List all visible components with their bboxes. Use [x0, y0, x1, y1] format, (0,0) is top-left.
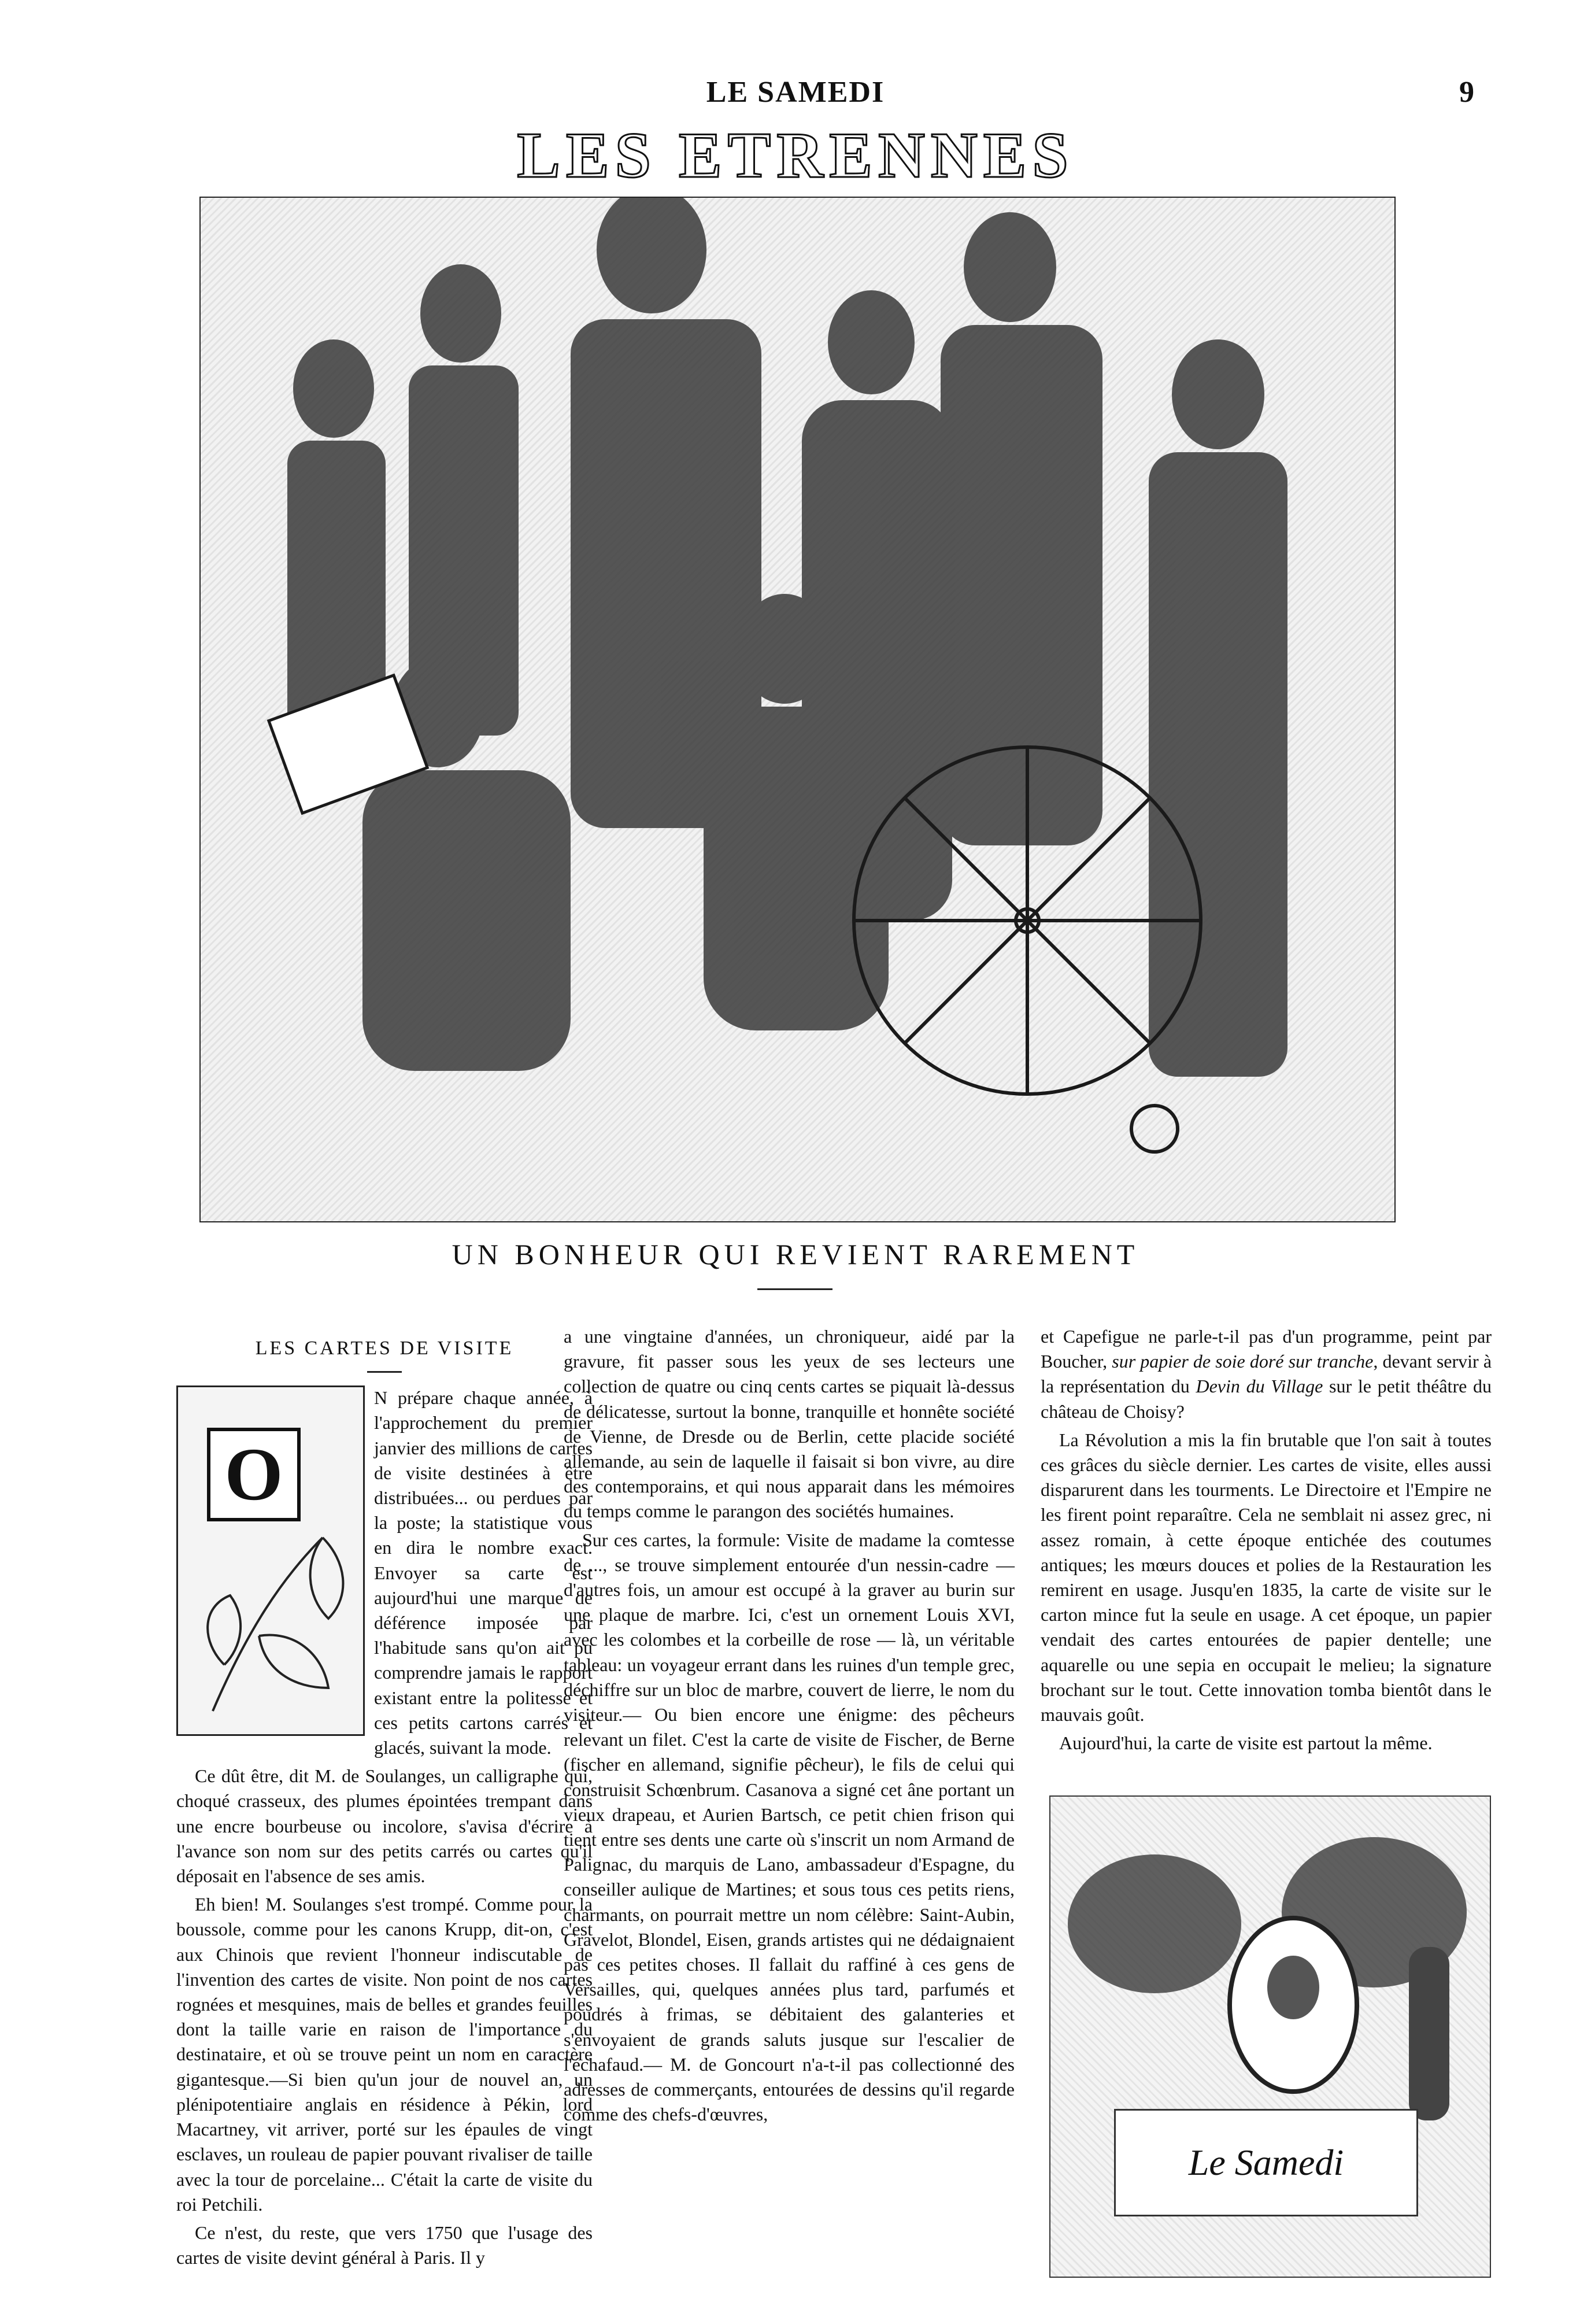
- drop-cap-ornament: [176, 1385, 365, 1736]
- section-title: LES CARTES DE VISITE: [255, 1337, 514, 1359]
- drop-cap-letter: O: [207, 1428, 301, 1521]
- paragraph: Sur ces cartes, la formule: Visite de madame la comtesse de ..., se trouve simplement entourée d'un nessin-cadre — d'autres fois, un amour est occupé à la graver au burin sur une plaque de marbre. Ici, c'est un ornement Louis XVI, avec les colombes et la corbeille de rose — là, un véritable tableau: un voyageur errant dans les ruines d'un temple grec, déchiffre sur un bloc de marbre, couvert de lierre, le nom du visiteur.— Ou bien encore une énigme: des pêcheurs relevant un filet. C'est la carte de visite de Fischer, de Berne (fischer en allemand, signifie pêcheur), le fils de celui qui construisit Schœnbrum. Casanova a signé cet âne portant un vieux drapeau, et Aurien Bartsch, ce petit chien frison qui tient entre ses dents une carte où s'inscrit un nom Armand de Palignac, du marquis de Lano, ambassadeur d'Espagne, du conseiller aulique de Martines; et sous tous ces petits riens, charmants, on pourrait mettre un nom célèbre: Saint-Aubin, Gravelot, Blondel, Eisen, grands artistes qui ne dédaignaient pas ces petites choses. Il fallait du raffiné à ces gens de Versailles, qui, quelques années plus tard, parfumés et poudrés à frimas, se débitaient des galanteries et s'envoyaient de grands saluts jusque sur l'escalier de l'échafaud.— M. de Goncourt n'a-t-il pas collectionné des adresses de commerçants, entourées de dessins qu'il regarde comme des chefs-d'œuvres,: [564, 1529, 1015, 2125]
- article-column-3: [1041, 1324, 1492, 1759]
- section-divider: [367, 1371, 402, 1373]
- family-scene-engraving: [201, 198, 1394, 1221]
- le-samedi-vignette: [1049, 1795, 1491, 2278]
- caption-divider: [757, 1288, 832, 1290]
- vignette-label: Le Samedi: [1114, 2109, 1418, 2216]
- paragraph: N prépare chaque année, à l'approchement du premier janvier des millions de cartes de visite destinées à être distribuées... ou perdues par la poste; la statistique vous en dira le nombre exact. Envoyer sa carte est aujourd'hui une marque de déférence imposée par l'habitude sans qu'on ait pu comprendre jamais le rapport existant entre la politesse et ces petits cartons carrés et glacés, suivant la mode.: [374, 1387, 593, 1758]
- page-number: 9: [1459, 76, 1474, 109]
- paragraph: La Révolution a mis la fin brutable que l'on sait à toutes ces grâces du siècle dernier. Les cartes de visite, elles aussi disparurent dans les tourments. Le Directoire et l'Empire ne les firent point reparaître. Cela ne semblait ni assez grec, ni assez romain, à cette époque entichée des coutumes antiques; les mœurs douces et polies de la Restauration les remirent en usage. Jusqu'en 1835, la carte de visite sur le carton mince fut la seule en usage. A cet époque, un papier vendait des cartes entourées de papier dentelle; une aquarelle ou une sepia en occupait le melieu; la signature brochant sur le tout. Cette innovation tomba bientôt dans le mauvais goût.: [1041, 1429, 1492, 1726]
- lily-flower-icon: [178, 1387, 363, 1734]
- article-column-1: [176, 1336, 593, 2274]
- masthead: LE SAMEDI: [706, 76, 885, 109]
- text-run: , devant servir à la représentation du: [1041, 1351, 1492, 1397]
- article-column-2: [564, 1324, 1015, 2131]
- italic-title: Devin du Village: [1196, 1376, 1323, 1397]
- paragraph: Eh bien! M. Soulanges s'est trompé. Comme pour la boussole, comme pour les canons Krupp, dit-on, c'est aux Chinois que revient l'honneur indiscutable de l'invention des cartes de visite. Non point de nos cartes rognées et mesquines, mais de belles et grandes feuilles dont la taille varie en raison de l'importance du destinataire, et où se trouve peint un nom en caractère gigantesque.—Si bien qu'un jour de nouvel an, un plénipotentiaire anglais en résidence à Pékin, lord Macartney, vit arriver, porté sur les épaules de vingt esclaves, un rouleau de papier pouvant rivaliser de taille avec la tour de porcelaine... C'était la carte de visite du roi Petchili.: [176, 1894, 593, 2215]
- paragraph: Aujourd'hui, la carte de visite est partout la même.: [1059, 1732, 1433, 1754]
- paragraph: [1041, 1324, 1492, 1424]
- text-run: sur le petit théâtre du château de Choisy?: [1041, 1376, 1492, 1422]
- engraving-illustration: [199, 197, 1396, 1222]
- paragraph: a une vingtaine d'années, un chroniqueur, aidé par la gravure, fit passer sous les yeux de ses lecteurs une collection de quatre ou cinq cents cartes se piquait là-dessus de délicatesse, surtout la bonne, tranquille et honnête société de Vienne, de Dresde ou de Berlin, cette placide société allemande, au sein de laquelle il faisait si bon vivre, au dire des contemporains, et qui nous apparait dans les mémoires du temps comme le parangon des sociétés humaines.: [564, 1326, 1015, 1522]
- page-title: LES ETRENNES: [517, 120, 1074, 191]
- italic-title: sur papier de soie doré sur tranche: [1112, 1351, 1374, 1372]
- paragraph: Ce dût être, dit M. de Soulanges, un calligraphe qui, choqué crasseux, des plumes épointées trempant dans une encre bourbeuse ou incolore, s'avisa d'écrire à l'avance son nom sur des petits carrés ou cartes qu'il déposait en l'absence de ses amis.: [176, 1765, 593, 1887]
- text-run: et Capefigue ne parle-t-il pas d'un programme, peint par Boucher,: [1041, 1326, 1492, 1372]
- paragraph: Ce n'est, du reste, que vers 1750 que l'usage des cartes de visite devint général à Paris. Il y: [176, 2222, 593, 2268]
- illustration-caption: UN BONHEUR QUI REVIENT RAREMENT: [452, 1238, 1139, 1270]
